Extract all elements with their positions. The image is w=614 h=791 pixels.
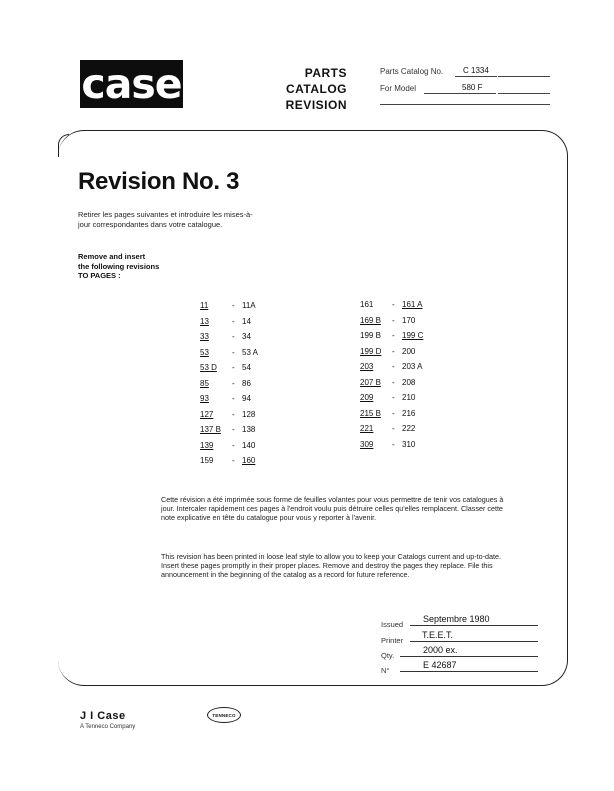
revision-row — [356, 300, 446, 316]
qty-label: Qty. — [381, 651, 395, 660]
note-french: Cette révision a été imprimée sous forme de feuilles volantes pour vous permettre de tenir vos catalogues à jour. Intercaler rapidement ces pages à l'endroit voulu puis détruire celles qu'elles remplacent. Classer cette note explicative en tête du catalogue pour vous y reporter à l'avenir. — [161, 495, 504, 522]
revision-row — [356, 316, 446, 332]
revision-dash: - — [392, 315, 395, 325]
logo-text: case — [81, 60, 182, 108]
revision-to-page: 199 C — [402, 331, 424, 340]
number-label: N° — [381, 666, 390, 675]
revision-to-page: 161 A — [402, 300, 423, 309]
revision-row — [196, 425, 286, 441]
revision-to-page: 222 — [402, 424, 416, 433]
revision-to-page: 128 — [242, 409, 256, 419]
revision-row — [196, 363, 286, 379]
revision-row — [196, 410, 286, 426]
revision-dash: - — [232, 316, 235, 326]
revision-row — [196, 394, 286, 410]
revision-to-page: 86 — [242, 378, 251, 388]
revision-to-page: 94 — [242, 394, 251, 403]
revision-from-page: 221 — [360, 424, 374, 433]
catalog-no-label: Parts Catalog No. — [380, 67, 444, 76]
revision-from-page: 309 — [360, 439, 374, 449]
revision-to-page: 203 A — [402, 362, 423, 371]
revision-to-page: 210 — [402, 393, 416, 402]
revision-from-page: 93 — [200, 394, 209, 403]
revision-row — [196, 441, 286, 457]
revision-to-page: 34 — [242, 332, 251, 341]
revision-from-page: 33 — [200, 332, 209, 341]
revision-from-page: 203 — [360, 362, 374, 371]
revision-row — [196, 456, 286, 472]
revision-row — [356, 440, 446, 456]
revision-dash: - — [232, 332, 235, 341]
card-corner — [58, 134, 69, 157]
revision-from-page: 159 — [200, 456, 214, 465]
revision-dash: - — [232, 440, 235, 450]
note-english: This revision has been printed in loose leaf style to allow you to keep your Catalogs current and up-to-date. Insert these pages promptly in their proper places. Remove and destroy the pages they replace. File this announcement in the beginning of the catalog as a record for future reference. — [161, 552, 502, 579]
revision-list-right — [356, 300, 446, 455]
company-name: J I Case — [80, 710, 126, 722]
revision-row — [356, 331, 446, 347]
revision-from-page: 85 — [200, 378, 209, 388]
revision-row — [196, 379, 286, 395]
issued-line — [410, 625, 538, 626]
revision-dash: - — [392, 393, 395, 402]
revision-from-page: 53 — [200, 347, 209, 357]
header-title-line-1: PARTS — [304, 66, 347, 80]
revision-to-page: 53 A — [242, 347, 259, 357]
revision-dash: - — [392, 362, 395, 371]
revision-row — [196, 332, 286, 348]
revision-from-page: 13 — [200, 316, 209, 326]
revision-to-page: 54 — [242, 363, 251, 372]
english-instructions-line-3: TO PAGES : — [78, 271, 121, 280]
tenneco-logo — [207, 707, 241, 723]
revision-to-page: 140 — [242, 440, 256, 450]
case-logo — [80, 60, 183, 108]
revision-from-page: 199 D — [360, 346, 382, 356]
catalog-no-line-2 — [498, 76, 550, 77]
revision-dash: - — [232, 425, 235, 434]
revision-from-page: 207 B — [360, 377, 381, 387]
revision-row — [356, 409, 446, 425]
issued-label: Issued — [381, 620, 404, 629]
company-subtitle: A Tenneco Company — [80, 724, 136, 730]
revision-dash: - — [232, 456, 235, 465]
revision-row — [356, 378, 446, 394]
revision-dash: - — [232, 394, 235, 403]
printer-value: T.E.E.T. — [422, 630, 454, 640]
revision-from-page: 161 — [360, 300, 374, 309]
revision-from-page: 137 B — [200, 425, 221, 434]
revision-row — [356, 347, 446, 363]
model-label: For Model — [380, 84, 417, 93]
revision-to-page: 170 — [402, 315, 416, 325]
printer-label: Printer — [381, 636, 404, 645]
model-line-2 — [498, 93, 550, 94]
revision-row — [196, 348, 286, 364]
revision-to-page: 160 — [242, 456, 256, 465]
revision-dash: - — [232, 347, 235, 357]
header-blank-line — [380, 104, 550, 105]
revision-to-page: 216 — [402, 408, 416, 418]
revision-dash: - — [392, 377, 395, 387]
revision-from-page: 139 — [200, 440, 214, 450]
revision-dash: - — [392, 439, 395, 449]
revision-to-page: 208 — [402, 377, 416, 387]
revision-to-page: 11A — [242, 301, 256, 310]
model-value: 580 F — [462, 83, 483, 92]
revision-row — [196, 301, 286, 317]
revision-from-page: 199 B — [360, 331, 381, 340]
revision-to-page: 200 — [402, 346, 416, 356]
revision-dash: - — [232, 378, 235, 388]
revision-title: Revision No. 3 — [78, 168, 240, 195]
model-line-1 — [424, 93, 496, 94]
revision-from-page: 53 D — [200, 363, 217, 372]
revision-dash: - — [232, 301, 235, 310]
revision-dash: - — [232, 409, 235, 419]
english-instructions — [78, 252, 198, 281]
revision-to-page: 310 — [402, 439, 416, 449]
printer-line — [410, 641, 538, 642]
revision-row — [196, 317, 286, 333]
number-line — [400, 671, 538, 672]
revision-dash: - — [392, 424, 395, 433]
qty-line — [400, 656, 538, 657]
revision-list-left — [196, 301, 286, 472]
header-title-line-2: CATALOG — [285, 82, 347, 96]
revision-from-page: 169 B — [360, 315, 381, 325]
catalog-no-value: C 1334 — [463, 66, 489, 75]
revision-dash: - — [392, 408, 395, 418]
english-instructions-line-1: Remove and insert — [78, 252, 146, 261]
catalog-no-line-1 — [455, 76, 497, 77]
revision-dash: - — [232, 363, 235, 372]
header-title-line-3: REVISION — [285, 98, 347, 112]
revision-dash: - — [392, 346, 395, 356]
revision-dash: - — [392, 331, 395, 340]
french-instructions: Retirer les pages suivantes et introduire les mises-à-jour correspondantes dans votre catalogue. — [78, 210, 253, 229]
revision-to-page: 138 — [242, 425, 256, 434]
tenneco-logo-text: TENNECO — [212, 712, 236, 718]
header-title — [285, 65, 347, 113]
revision-from-page: 127 — [200, 409, 214, 419]
revision-row — [356, 362, 446, 378]
issued-value: Septembre 1980 — [423, 614, 490, 624]
revision-to-page: 14 — [242, 316, 251, 326]
revision-from-page: 215 B — [360, 408, 381, 418]
qty-value: 2000 ex. — [423, 645, 458, 655]
revision-from-page: 209 — [360, 393, 374, 402]
revision-dash: - — [392, 300, 395, 309]
revision-from-page: 11 — [200, 301, 209, 310]
english-instructions-line-2: the following revisions — [78, 261, 160, 271]
revision-row — [356, 424, 446, 440]
revision-row — [356, 393, 446, 409]
number-value: E 42687 — [423, 660, 457, 670]
